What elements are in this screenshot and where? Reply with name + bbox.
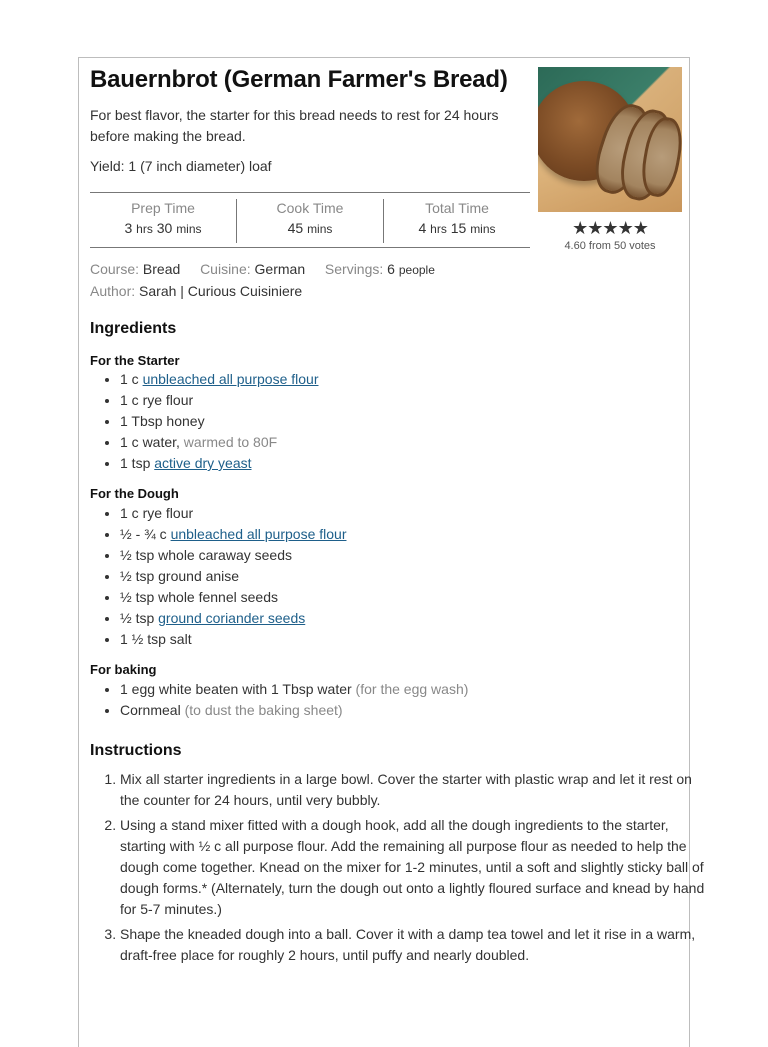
ingredient-link[interactable]: unbleached all purpose flour <box>142 371 319 387</box>
ingredient-note: warmed to 80F <box>179 434 278 450</box>
ingredient-item: • 1 c rye flour <box>120 390 318 411</box>
course-value: Bread <box>142 261 181 277</box>
bread-photo[interactable] <box>538 67 682 212</box>
total-hours: 4 <box>418 220 427 236</box>
ingredient-item: • ½ tsp ground anise <box>120 566 346 587</box>
prep-time-value <box>90 220 236 236</box>
instruction-step: 1. Mix all starter ingredients in a large bowl. Cover the starter with plastic wrap and let it rest on the counter for 24 hours, until very bubbly. <box>120 769 708 811</box>
total-time-label: Total Time <box>425 200 489 216</box>
cook-time <box>236 199 383 243</box>
ingredient-amount: ½ tsp <box>120 610 159 626</box>
recipe-times <box>90 192 530 248</box>
ingredient-text: 1 egg white beaten with 1 Tbsp water <box>120 681 352 697</box>
rating-votes: 4.60 from 50 votes <box>564 240 656 252</box>
course-label: Course: <box>90 261 140 277</box>
ingredient-link[interactable]: active dry yeast <box>154 455 252 471</box>
cook-time-value <box>237 220 383 236</box>
ingredient-item: • ½ tsp whole fennel seeds <box>120 587 346 608</box>
ingredient-group-heading: For baking <box>90 662 157 677</box>
prep-minutes: 30 <box>156 220 173 236</box>
ingredient-item: • 1 c rye flour <box>120 503 346 524</box>
instruction-step: 3. Shape the kneaded dough into a ball. Cover it with a damp tea towel and let it rise in a warm, draft-free place for roughly 2 hours, until puffy and nearly doubled. <box>120 924 708 966</box>
cook-time-label: Cook Time <box>276 200 344 216</box>
prep-minutes-unit: mins <box>176 222 202 236</box>
ingredient-item: • 1 Tbsp honey <box>120 411 318 432</box>
rating <box>538 218 682 252</box>
ingredient-amount: 1 c <box>120 371 143 387</box>
author-label: Author: <box>90 283 136 299</box>
recipe-summary: For best flavor, the starter for this bread needs to rest for 24 hours before making the bread. <box>90 107 499 144</box>
ingredient-list-starter <box>90 369 318 474</box>
cuisine-label: Cuisine: <box>200 261 251 277</box>
prep-hours-unit: hrs <box>136 222 153 236</box>
recipe-card <box>78 57 705 1047</box>
author-value: Sarah | Curious Cuisiniere <box>139 283 303 299</box>
servings-label: Servings: <box>324 261 384 277</box>
total-minutes-unit: mins <box>470 222 496 236</box>
servings-value[interactable]: 6 <box>387 261 395 277</box>
ingredient-text: Cornmeal <box>120 702 181 718</box>
ingredient-list-dough <box>90 503 346 650</box>
ingredient-item <box>120 524 346 545</box>
instructions-heading: Instructions <box>90 742 182 759</box>
ingredient-link[interactable]: ground coriander seeds <box>158 610 306 626</box>
servings-unit: people <box>398 263 435 277</box>
ingredient-group-heading: For the Starter <box>90 353 180 368</box>
ingredients-heading: Ingredients <box>90 320 177 337</box>
total-minutes: 15 <box>450 220 467 236</box>
prep-time-label: Prep Time <box>131 200 195 216</box>
ingredient-list-baking <box>90 679 468 721</box>
recipe-yield: Yield: 1 (7 inch diameter) loaf <box>90 158 272 174</box>
instruction-step: 2. Using a stand mixer fitted with a dough hook, add all the dough ingredients to the starter, starting with ½ c all purpose flour. Add the remaining all purpose flour as needed to help the dough come together. Knead on the mixer for 1-2 minutes, until a soft and slightly sticky ball of dough forms.* (Alternately, turn the dough out onto a lightly floured surface and knead by hand for 5-7 minutes.) <box>120 815 708 920</box>
ingredient-note: (to dust the baking sheet) <box>180 702 343 718</box>
ingredient-item <box>120 369 318 390</box>
ingredient-amount: 1 tsp <box>120 455 155 471</box>
ingredient-item <box>120 608 346 629</box>
author-row <box>90 281 435 302</box>
ingredient-item: • 1 ½ tsp salt <box>120 629 346 650</box>
prep-time <box>90 193 236 247</box>
ingredient-item: • ½ tsp whole caraway seeds <box>120 545 346 566</box>
ingredient-text: 1 c water, <box>120 434 180 450</box>
ingredient-group-heading: For the Dough <box>90 486 179 501</box>
instruction-list <box>90 769 708 970</box>
ingredient-item <box>120 700 468 721</box>
meta-row <box>90 259 435 281</box>
ingredient-item <box>120 432 318 453</box>
ingredient-link[interactable]: unbleached all purpose flour <box>170 526 347 542</box>
ingredient-amount: ½ - ¾ c <box>120 526 171 542</box>
ingredient-note: (for the egg wash) <box>351 681 469 697</box>
cook-minutes: 45 <box>287 220 304 236</box>
total-time <box>383 199 530 243</box>
recipe-meta <box>90 259 435 302</box>
cuisine-value: German <box>254 261 306 277</box>
star-rating-icon[interactable]: ★★★★★ <box>572 218 648 238</box>
total-hours-unit: hrs <box>430 222 447 236</box>
total-time-value <box>384 220 530 236</box>
ingredient-item <box>120 453 318 474</box>
prep-hours: 3 <box>124 220 133 236</box>
ingredient-item <box>120 679 468 700</box>
recipe-title: Bauernbrot (German Farmer's Bread) <box>90 66 508 93</box>
cook-minutes-unit: mins <box>307 222 333 236</box>
